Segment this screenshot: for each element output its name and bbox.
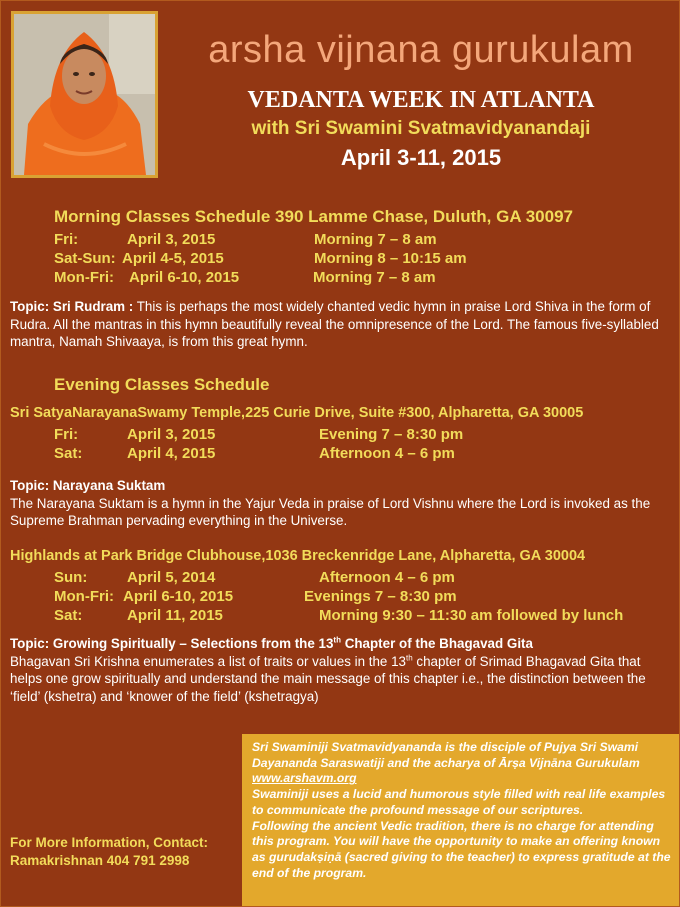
- topic-label: Topic: Narayana Suktam: [10, 478, 166, 493]
- brand-title: arsha vijnana gurukulam: [208, 29, 634, 71]
- schedule-time: Morning 7 – 8 am: [313, 269, 436, 286]
- venue-temple: Sri SatyaNarayanaSwamy Temple,225 Curie Drive, Suite #300, Alpharetta, GA 30005: [10, 405, 584, 421]
- event-dates: April 3-11, 2015: [340, 145, 502, 170]
- topic-label: Topic: Growing Spiritually – Selections from the 13th Chapter of the Bhagavad Gita: [10, 635, 533, 651]
- rudram-topic: [10, 298, 674, 351]
- schedule-day: Sat-Sun:: [54, 250, 116, 267]
- schedule-date: April 6-10, 2015: [123, 588, 234, 605]
- morning-heading: Morning Classes Schedule 390 Lamme Chase, Duluth, GA 30097: [54, 207, 573, 226]
- schedule-date: April 11, 2015: [127, 607, 223, 624]
- schedule-day: Fri:: [54, 426, 79, 443]
- website-link[interactable]: www.arshavm.org: [252, 771, 357, 786]
- schedule-time: Evening 7 – 8:30 pm: [319, 426, 464, 443]
- schedule-time: Morning 8 – 10:15 am: [314, 250, 467, 267]
- venue-clubhouse: Highlands at Park Bridge Clubhouse,1036 Breckenridge Lane, Alpharetta, GA 30004: [10, 548, 586, 564]
- schedule-time: Morning 7 – 8 am: [314, 231, 437, 248]
- schedule-day: Mon-Fri:: [54, 588, 114, 605]
- schedule-day: Mon-Fri:: [54, 269, 114, 286]
- topic-label: Topic: Sri Rudram :: [10, 299, 134, 314]
- schedule-date: April 4, 2015: [127, 445, 216, 462]
- schedule-date: April 3, 2015: [127, 426, 216, 443]
- schedule-time: Morning 9:30 – 11:30 am followed by lunch: [319, 607, 624, 624]
- schedule-day: Fri:: [54, 231, 79, 248]
- schedule-day: Sat:: [54, 607, 83, 624]
- about-offering-text: Following the ancient Vedic tradition, there is no charge for attending this program. You will have the opportunity to make an offering known as gurudakṣiṇā (sacred giving to the teacher) to express gratitude at the end of the program.: [252, 818, 671, 880]
- contact-heading: For More Information, Contact:: [10, 835, 208, 850]
- schedule-date: April 6-10, 2015: [129, 269, 240, 286]
- event-title: VEDANTA WEEK IN ATLANTA: [247, 87, 595, 113]
- evening-heading: Evening Classes Schedule: [54, 375, 270, 394]
- schedule-time: Afternoon 4 – 6 pm: [319, 569, 455, 586]
- topic-text: This is perhaps the most widely chanted vedic hymn in praise Lord Shiva in the form of Rudra. All the mantras in this hymn beautifully reveal the omnipresence of the Lord. The famous five-syllabled mantra, Namah Shivaaya, is from this great hymn.: [10, 299, 659, 349]
- schedule-day: Sun:: [54, 569, 88, 586]
- schedule-time: Evenings 7 – 8:30 pm: [304, 588, 457, 605]
- about-style-text: Swaminiji uses a lucid and humorous style filled with real life examples to communicate the profound message of our scriptures.: [252, 787, 666, 817]
- gita-topic: [10, 635, 674, 705]
- schedule-time: Afternoon 4 – 6 pm: [319, 445, 455, 462]
- schedule-day: Sat:: [54, 445, 83, 462]
- topic-text: Bhagavan Sri Krishna enumerates a list of traits or values in the 13th chapter of Srimad Bhagavad Gita that helps one grow spiritually and understand the main message of this chapter i.e., the distinction between the ‘field’ (kshetra) and ‘knower of the field’ (kshetragya): [10, 653, 646, 704]
- narayana-topic: [10, 477, 674, 530]
- teacher-line: with Sri Swamini Svatmavidyanandaji: [251, 118, 591, 139]
- schedule-date: April 4-5, 2015: [122, 250, 224, 267]
- contact-info: [10, 834, 208, 870]
- schedule-date: April 3, 2015: [127, 231, 216, 248]
- teacher-photo: [11, 11, 158, 178]
- contact-phone: Ramakrishnan 404 791 2998: [10, 853, 190, 868]
- about-box: [242, 734, 680, 907]
- schedule-date: April 5, 2014: [127, 569, 216, 586]
- topic-text: The Narayana Suktam is a hymn in the Yajur Veda in praise of Lord Vishnu where the Lord is invoked as the Supreme Brahman pervading everything in the Universe.: [10, 495, 651, 528]
- about-text: Sri Swaminiji Svatmavidyananda is the disciple of Pujya Sri Swami Dayananda Saraswatiji and the acharya of Ārṣa Vijnāna Gurukulam: [252, 740, 640, 770]
